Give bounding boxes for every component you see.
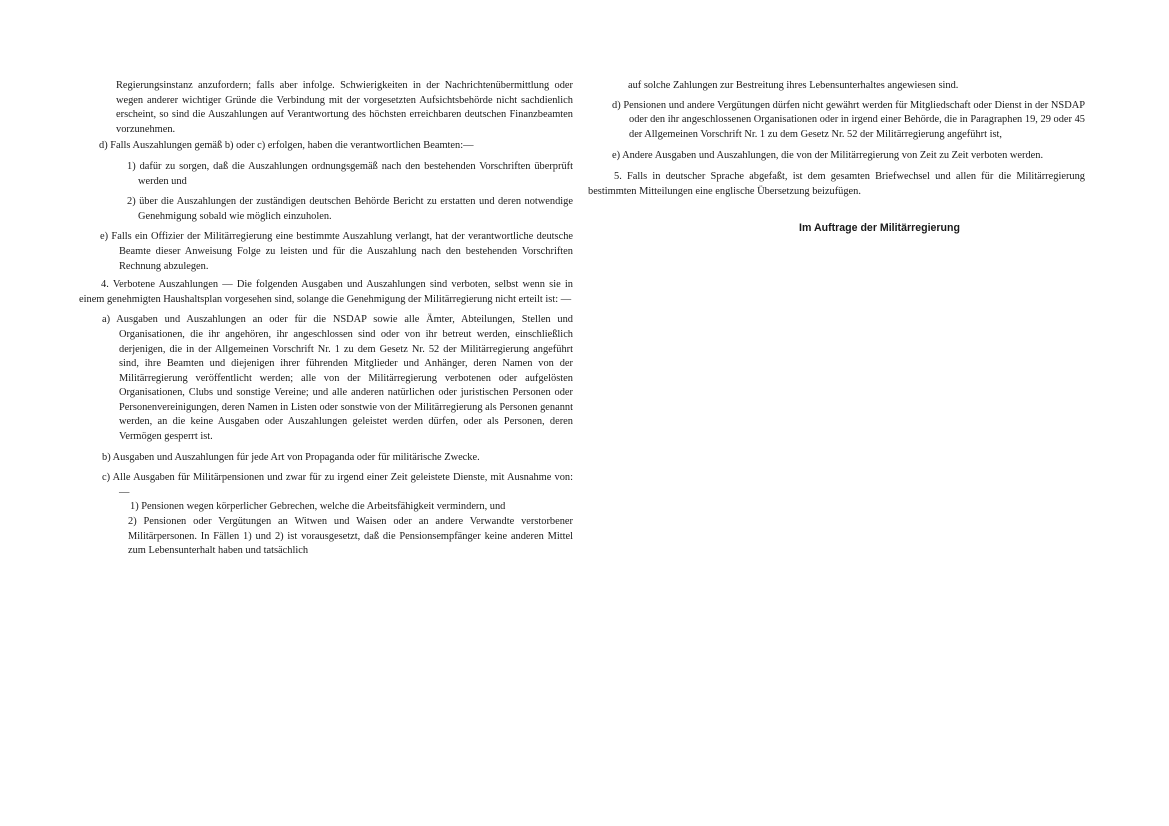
paragraph-4: 4. Verbotene Auszahlungen — Die folgenden Ausgaben und Auszahlungen sind verboten, selbst wenn sie in einem genehmigten Haushaltsplan vorgesehen sind, solange die Genehmigung der Militärregierung nicht erteilt ist: — — [79, 279, 573, 305]
item-b: b) Ausgaben und Auszahlungen für jede Art von Propaganda oder für militärische Zwecke. — [102, 451, 480, 463]
right-column — [588, 79, 1085, 236]
left-column — [79, 79, 573, 559]
item-e-right: e) Andere Ausgaben und Auszahlungen, die von der Militärregierung von Zeit zu Zeit verboten werden. — [612, 150, 1044, 162]
section-e-paragraph: e) Falls ein Offizier der Militärregierung eine bestimmte Auszahlung verlangt, hat der verantwortliche deutsche Beamte dieser Anweisung Folge zu leisten und für die Auszahlung nach den bestehenden Vorschriften Rechnung abzulegen. — [100, 231, 573, 272]
item-d-right: d) Pensionen und andere Vergütungen dürfen nicht gewährt werden für Mitgliedschaft oder Dienst in der NSDAP oder den ihr angeschlossenen Organisationen oder in irgend einer Behörde, die in Paragraphen 19, 29 oder 45 der Allgemeinen Vorschrift Nr. 1 zu dem Gesetz Nr. 52 der Militärregierung angeführt ist, — [612, 99, 1085, 140]
item-c1: 1) Pensionen wegen körperlicher Gebrechen, welche die Arbeitsfähigkeit vermindern, und — [130, 501, 506, 513]
intro-paragraph: Regierungsinstanz anzufordern; falls aber infolge. Schwierigkeiten in der Nachrichtenübermittlung oder wegen anderer wichtiger Gründe die Verbindung mit der vorgesetzten Aufsichtsbehörde nicht sachdienlich erscheint, so sind die Auszahlungen auf Verantwortung des höchsten erreichbaren deutschen Finanzbeamten vorzunehmen. — [116, 80, 573, 135]
item-d2: 2) über die Auszahlungen der zuständigen deutschen Behörde Bericht zu erstatten und deren notwendige Genehmigung sobald wie möglich einzuholen. — [127, 196, 573, 222]
continuation-paragraph: auf solche Zahlungen zur Bestreitung ihres Lebensunterhaltes angewiesen sind. — [628, 80, 959, 91]
section-d-paragraph: d) Falls Auszahlungen gemäß b) oder c) erfolgen, haben die verantwortlichen Beamten:— — [99, 140, 474, 152]
item-a: a) Ausgaben und Auszahlungen an oder für die NSDAP sowie alle Ämter, Abteilungen, Stellen und Organisationen, die ihr angehören, ihr angeschlossen sind oder von ihr betreut werden, einschließlich derjenigen, die in der Allgemeinen Vorschrift Nr. 1 zu dem Gesetz Nr. 52 der Militärregierung angeführt sind, ihre Beamten und diejenigen ihrer führenden Mitglieder und Anhänger, deren Namen von der Militärregierung veröffentlicht werden; alle von der Militärregierung verbotenen oder aufgelösten Organisationen, Clubs und sonstige Vereine; und alle anderen natürlichen oder juristischen Personen oder Personenvereinigungen, deren Namen in Listen oder sonstwie von der Militärregierung als Personen genannt werden, an die keine Ausgaben oder Auszahlungen geleistet werden dürfen, oder als Personen, deren Vermögen gesperrt ist. — [102, 314, 573, 443]
item-c2: 2) Pensionen oder Vergütungen an Witwen und Waisen oder an andere Verwandte verstorbener Militärpersonen. In Fällen 1) und 2) ist vorausgesetzt, daß die Pensionsempfänger keine anderen Mittel zum Lebensunterhalt haben und tatsächlich — [128, 516, 573, 557]
paragraph-5: 5. Falls in deutscher Sprache abgefaßt, ist dem gesamten Briefwechsel und allen für die Militärregierung bestimmten Mitteilungen eine englische Übersetzung beizufügen. — [588, 170, 1085, 197]
item-d1: 1) dafür zu sorgen, daß die Auszahlungen ordnungsgemäß nach den bestehenden Vorschriften überprüft werden und — [127, 160, 573, 187]
signature-line: Im Auftrage der Militärregierung — [799, 222, 960, 235]
item-c: c) Alle Ausgaben für Militärpensionen und zwar für zu irgend einer Zeit geleistete Dienste, mit Ausnahme von: — — [102, 472, 573, 498]
